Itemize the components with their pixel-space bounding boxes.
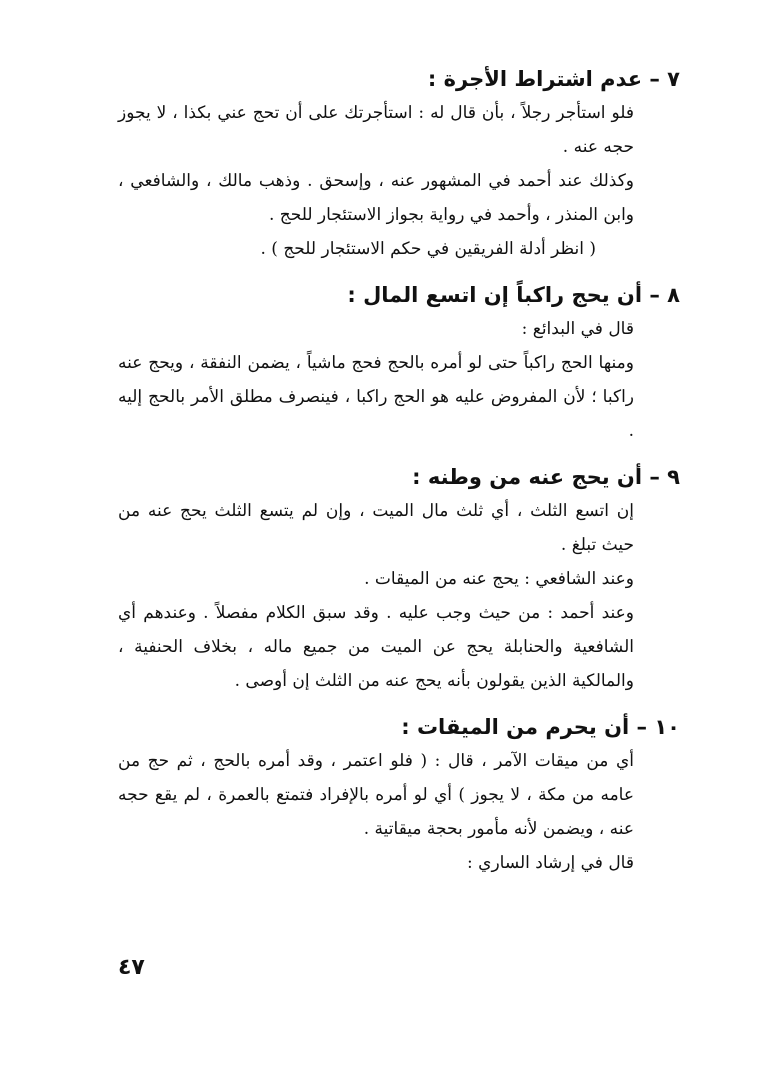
- paragraph: ( انظر أدلة الفريقين في حكم الاستئجار للحج ) .: [260, 239, 596, 259]
- paragraph: وعند الشافعي : يحج عنه من الميقات .: [364, 569, 634, 589]
- paragraph: فلو استأجر رجلاً ، بأن قال له : استأجرتك على أن تحج عني بكذا ، لا يجوز حجه عنه .: [118, 103, 634, 157]
- paragraph: وعند أحمد : من حيث وجب عليه . وقد سبق الكلام مفصلاً . وعندهم أي الشافعية والحنابلة يحج عن الميت من جميع ماله ، بخلاف الحنفية ، والمالكية الذين يقولون بأنه يحج عنه من الثلث إن أوصى .: [118, 603, 634, 691]
- page-number: ٤٧: [118, 955, 145, 980]
- paragraph: ومنها الحج راكباً حتى لو أمره بالحج فحج ماشياً ، يضمن النفقة ، ويحج عنه راكبا ؛ لأن المفروض عليه هو الحج راكبا ، فينصرف مطلق الأمر بالحج إليه .: [118, 353, 634, 441]
- paragraph: أي من ميقات الآمر ، قال : ( فلو اعتمر ، وقد أمره بالحج ، ثم حج من عامه من مكة ، لا يجوز ) أي لو أمره بالإفراد فتمتع بالعمرة ، لم يقع حجه عنه ، ويضمن لأنه مأمور بحجة ميقاتية .: [118, 751, 634, 839]
- section-heading-7: ٧ – عدم اشتراط الأجرة :: [427, 67, 680, 91]
- section-heading-8: ٨ – أن يحج راكباً إن اتسع المال :: [347, 283, 680, 307]
- section-heading-10: ١٠ – أن يحرم من الميقات :: [401, 715, 680, 739]
- paragraph: قال في البدائع :: [521, 319, 634, 339]
- page-body: [118, 62, 680, 880]
- paragraph: وكذلك عند أحمد في المشهور عنه ، وإسحق . وذهب مالك ، والشافعي ، وابن المنذر ، وأحمد في رواية بجواز الاستئجار للحج .: [118, 171, 634, 225]
- paragraph: قال في إرشاد الساري :: [467, 853, 634, 873]
- paragraph: إن اتسع الثلث ، أي ثلث مال الميت ، وإن لم يتسع الثلث يحج عنه من حيث تبلغ .: [118, 501, 634, 555]
- section-heading-9: ٩ – أن يحج عنه من وطنه :: [412, 465, 680, 489]
